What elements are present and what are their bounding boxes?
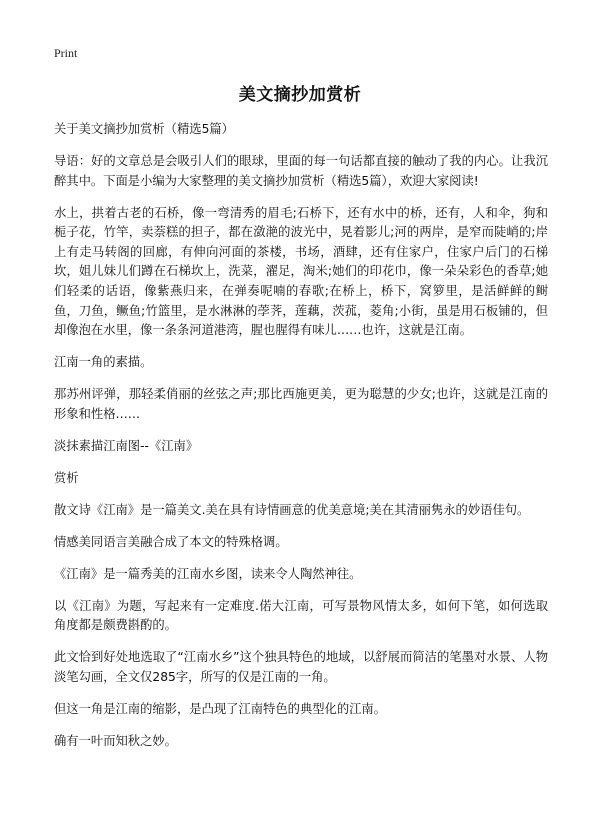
body-paragraph: 情感美同语言美融合成了本文的特殊格调。 (54, 534, 288, 549)
body-paragraph: 但这一角是江南的缩影，是凸现了江南特色的典型化的江南。 (54, 701, 387, 716)
section-heading: 淡抹素描江南图--《江南》 (54, 438, 199, 453)
body-paragraph: 江南一角的素描。 (54, 355, 153, 370)
body-paragraph: 散文诗《江南》是一篇美文.美在具有诗情画意的优美意境;美在其清丽隽永的妙语佳句。 (54, 502, 530, 517)
document-title: 美文摘抄加赏析 (238, 85, 362, 105)
body-paragraph: 此文恰到好处地选取了“江南水乡”这个独具特色的地域，以舒展而简洁的笔墨对水景、人物淡笔勾画，全文仅285字，所写的仅是江南的一角。 (54, 650, 548, 684)
body-paragraph: 《江南》是一篇秀美的江南水乡图，读来令人陶然神往。 (54, 566, 362, 581)
intro-paragraph: 导语：好的文章总是会吸引人们的眼球，里面的每一句话都直接的触动了我的内心。让我沉醉其中。下面是小编为大家整理的美文摘抄加赏析（精选5篇），欢迎大家阅读! (54, 153, 548, 188)
subtitle-paragraph: 关于美文摘抄加赏析（精选5篇） (54, 122, 234, 136)
body-paragraph: 确有一叶而知秋之妙。 (54, 733, 177, 748)
body-paragraph: 以《江南》为题，写起来有一定难度.偌大江南，可写景物风情太多，如何下笔，如何选取角度都是颇费斟酌的。 (54, 598, 548, 633)
document-body (54, 120, 548, 764)
print-label: Print (54, 46, 78, 60)
body-paragraph: 那苏州评弹，那轻柔俏丽的丝弦之声;那比西施更美，更为聪慧的少女;也许，这就是江南的形象和性格…… (54, 387, 548, 421)
body-paragraph: 水上，拱着古老的石桥，像一弯清秀的眉毛;石桥下，还有水中的桥，还有，人和伞，狗和栀子花，竹竿，卖萘糕的担子，都在潋滟的波光中，晃着影儿;河的两岸，是窄而陡峭的;岸上有走马转阁的回廊，有伸向河面的茶楼，书场，酒肆，还有住家户，住家户后门的石梯坎，姐儿妹儿们蹲在石梯坎上，洗菜，濯足，淘米;她们的印花巾，像一朵朵彩色的香草;她们轻柔的话语，像紫燕归来，在弹奏呢喃的春歌;在桥上，桥下，窝箩里，是活鲜鲜的鲥鱼，刀鱼，鳜鱼;竹篮里，是水淋淋的荸荠，莲藕，茨菰，菱角;小街，虽是用石板铺的，但却像泡在水里，像一条条河道港湾，腥也腥得有味儿……也许，这就是江南。 (54, 205, 548, 338)
section-heading: 赏析 (54, 470, 79, 485)
